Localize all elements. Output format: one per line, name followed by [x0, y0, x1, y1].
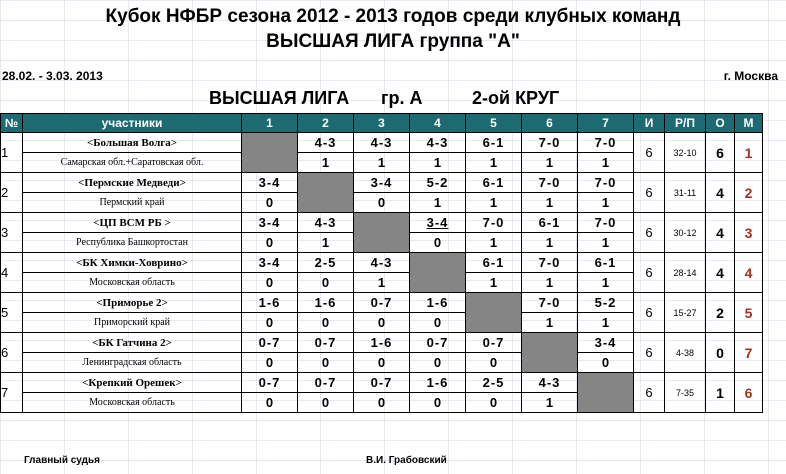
- match-score: 7-0: [466, 213, 522, 233]
- header-points: О: [706, 114, 735, 133]
- title-line-1: Кубок НФБР сезона 2012 - 2013 годов среди клубных команд: [105, 6, 681, 27]
- match-score: 4-3: [298, 213, 354, 233]
- match-score: 6-1: [522, 213, 578, 233]
- row-number: 5: [1, 293, 23, 333]
- team-region: Московская область: [23, 393, 242, 413]
- judge-name: В.И. Грабовский: [366, 455, 447, 466]
- games-played: 6: [634, 333, 665, 373]
- match-score: 4-3: [410, 133, 466, 153]
- match-score: 7-0: [522, 253, 578, 273]
- match-score: 5-2: [578, 293, 634, 313]
- match-point: 0: [242, 393, 298, 413]
- match-point: 1: [578, 273, 634, 293]
- team-region: Пермский край: [23, 193, 242, 213]
- team-region: Приморский край: [23, 313, 242, 333]
- team-name: <БК Гатчина 2>: [23, 333, 242, 353]
- team-row: [1, 173, 763, 193]
- place: 1: [735, 133, 763, 173]
- self-match-cell: [410, 253, 466, 293]
- match-point: 0: [410, 233, 466, 253]
- match-score: 1-6: [410, 373, 466, 393]
- header-num: №: [1, 114, 23, 133]
- match-score: 0-7: [410, 333, 466, 353]
- match-point: 0: [354, 393, 410, 413]
- row-number: 1: [1, 133, 23, 173]
- match-point: 0: [466, 393, 522, 413]
- match-score: 7-0: [578, 213, 634, 233]
- league-round: 2-ой КРУГ: [472, 88, 560, 108]
- self-match-cell: [354, 213, 410, 253]
- match-score: 3-4: [242, 173, 298, 193]
- match-point: 0: [466, 353, 522, 373]
- goals-diff: 30-12: [665, 213, 706, 253]
- place: 6: [735, 373, 763, 413]
- match-point: 1: [578, 153, 634, 173]
- match-point: 1: [522, 233, 578, 253]
- match-score: 1-6: [410, 293, 466, 313]
- match-score: 7-0: [522, 293, 578, 313]
- match-score: 7-0: [522, 173, 578, 193]
- match-point: 0: [298, 313, 354, 333]
- team-row: [1, 133, 763, 153]
- match-score: 0-7: [298, 373, 354, 393]
- match-point: 0: [410, 393, 466, 413]
- self-match-cell: [466, 293, 522, 333]
- match-point: 0: [354, 353, 410, 373]
- match-point: 1: [522, 393, 578, 413]
- header-rp: Р/П: [665, 114, 706, 133]
- games-played: 6: [634, 173, 665, 213]
- goals-diff: 15-27: [665, 293, 706, 333]
- goals-diff: 31-11: [665, 173, 706, 213]
- title-line-2: ВЫСШАЯ ЛИГА группа "А": [266, 31, 520, 52]
- header-col-2: 2: [298, 114, 354, 133]
- header-participants: участники: [23, 114, 242, 133]
- match-score: 0-7: [354, 373, 410, 393]
- team-region: Самарская обл.+Саратовская обл.: [23, 153, 242, 173]
- match-point: 0: [242, 233, 298, 253]
- match-point: 1: [578, 233, 634, 253]
- match-score: 7-0: [578, 133, 634, 153]
- match-point: 0: [578, 353, 634, 373]
- match-point: 1: [466, 193, 522, 213]
- header-col-5: 5: [466, 114, 522, 133]
- city: г. Москва: [723, 69, 778, 83]
- match-score: 7-0: [578, 173, 634, 193]
- place: 2: [735, 173, 763, 213]
- match-point: 1: [298, 153, 354, 173]
- games-played: 6: [634, 253, 665, 293]
- total-points: 6: [706, 133, 735, 173]
- date-range: 28.02. - 3.03. 2013: [2, 69, 103, 83]
- header-col-4: 4: [410, 114, 466, 133]
- team-row: [1, 373, 763, 393]
- match-score: 1-6: [354, 333, 410, 353]
- self-match-cell: [298, 173, 354, 213]
- match-score: 6-1: [466, 133, 522, 153]
- match-score: 0-7: [242, 373, 298, 393]
- row-number: 7: [1, 373, 23, 413]
- place: 3: [735, 213, 763, 253]
- team-region: Ленинградская область: [23, 353, 242, 373]
- match-score: 0-7: [242, 333, 298, 353]
- match-point: 1: [466, 233, 522, 253]
- match-point: 0: [242, 313, 298, 333]
- header-col-7: 7: [578, 114, 634, 133]
- standings-table: [0, 113, 763, 413]
- team-name: <БК Химки-Ховрино>: [23, 253, 242, 273]
- match-score: 3-4: [410, 213, 466, 233]
- header-place: М: [735, 114, 763, 133]
- match-score: 3-4: [354, 173, 410, 193]
- match-score: 1-6: [242, 293, 298, 313]
- place: 4: [735, 253, 763, 293]
- match-score: 6-1: [466, 173, 522, 193]
- match-point: 0: [298, 273, 354, 293]
- total-points: 4: [706, 213, 735, 253]
- team-name: <Крепкий Орешек>: [23, 373, 242, 393]
- match-point: 0: [410, 353, 466, 373]
- match-score: 0-7: [466, 333, 522, 353]
- match-score: 4-3: [354, 133, 410, 153]
- match-score: 7-0: [522, 133, 578, 153]
- header-row: [1, 114, 763, 133]
- match-point: 0: [410, 313, 466, 333]
- place: 7: [735, 333, 763, 373]
- team-region: Республика Башкортостан: [23, 233, 242, 253]
- match-point: 0: [298, 353, 354, 373]
- team-row: [1, 333, 763, 353]
- match-point: 0: [354, 313, 410, 333]
- match-point: 0: [242, 273, 298, 293]
- team-name: <Пермские Медведи>: [23, 173, 242, 193]
- team-row: [1, 213, 763, 233]
- games-played: 6: [634, 133, 665, 173]
- match-score: 3-4: [242, 253, 298, 273]
- league-group: гр. А: [381, 88, 423, 108]
- goals-diff: 4-38: [665, 333, 706, 373]
- match-point: 1: [522, 313, 578, 333]
- match-point: 1: [298, 233, 354, 253]
- match-point: 1: [522, 273, 578, 293]
- match-point: 0: [298, 393, 354, 413]
- match-score: 3-4: [578, 333, 634, 353]
- place: 5: [735, 293, 763, 333]
- match-point: 0: [242, 193, 298, 213]
- self-match-cell: [242, 133, 298, 173]
- match-score: 0-7: [354, 293, 410, 313]
- match-point: 1: [466, 273, 522, 293]
- games-played: 6: [634, 293, 665, 333]
- header-col-6: 6: [522, 114, 578, 133]
- header-col-3: 3: [354, 114, 410, 133]
- match-score: 3-4: [242, 213, 298, 233]
- header-games: И: [634, 114, 665, 133]
- match-score: 5-2: [410, 173, 466, 193]
- games-played: 6: [634, 373, 665, 413]
- row-number: 4: [1, 253, 23, 293]
- games-played: 6: [634, 213, 665, 253]
- judge-label: Главный судья: [24, 455, 100, 466]
- match-point: 1: [522, 153, 578, 173]
- match-point: 0: [242, 353, 298, 373]
- league-name: ВЫСШАЯ ЛИГА: [209, 88, 350, 108]
- goals-diff: 32-10: [665, 133, 706, 173]
- self-match-cell: [578, 373, 634, 413]
- row-number: 6: [1, 333, 23, 373]
- match-point: 1: [578, 313, 634, 333]
- match-point: 1: [354, 153, 410, 173]
- team-name: <Большая Волга>: [23, 133, 242, 153]
- self-match-cell: [522, 333, 578, 373]
- match-point: 1: [466, 153, 522, 173]
- match-score: 2-5: [298, 253, 354, 273]
- header-col-1: 1: [242, 114, 298, 133]
- match-score: 4-3: [354, 253, 410, 273]
- match-score: 2-5: [466, 373, 522, 393]
- total-points: 2: [706, 293, 735, 333]
- team-name: <Приморье 2>: [23, 293, 242, 313]
- goals-diff: 7-35: [665, 373, 706, 413]
- match-score: 4-3: [298, 133, 354, 153]
- match-point: 1: [522, 193, 578, 213]
- match-point: 1: [410, 153, 466, 173]
- team-region: Московская область: [23, 273, 242, 293]
- match-point: 0: [354, 193, 410, 213]
- row-number: 2: [1, 173, 23, 213]
- match-score: 4-3: [522, 373, 578, 393]
- total-points: 4: [706, 253, 735, 293]
- match-score: 6-1: [466, 253, 522, 273]
- match-point: 1: [354, 273, 410, 293]
- match-score: 1-6: [298, 293, 354, 313]
- total-points: 0: [706, 333, 735, 373]
- total-points: 1: [706, 373, 735, 413]
- match-score: 6-1: [578, 253, 634, 273]
- team-name: <ЦП ВСМ РБ >: [23, 213, 242, 233]
- goals-diff: 28-14: [665, 253, 706, 293]
- total-points: 4: [706, 173, 735, 213]
- match-point: 1: [410, 193, 466, 213]
- match-point: 1: [578, 193, 634, 213]
- team-row: [1, 253, 763, 273]
- row-number: 3: [1, 213, 23, 253]
- team-row: [1, 293, 763, 313]
- match-score: 0-7: [298, 333, 354, 353]
